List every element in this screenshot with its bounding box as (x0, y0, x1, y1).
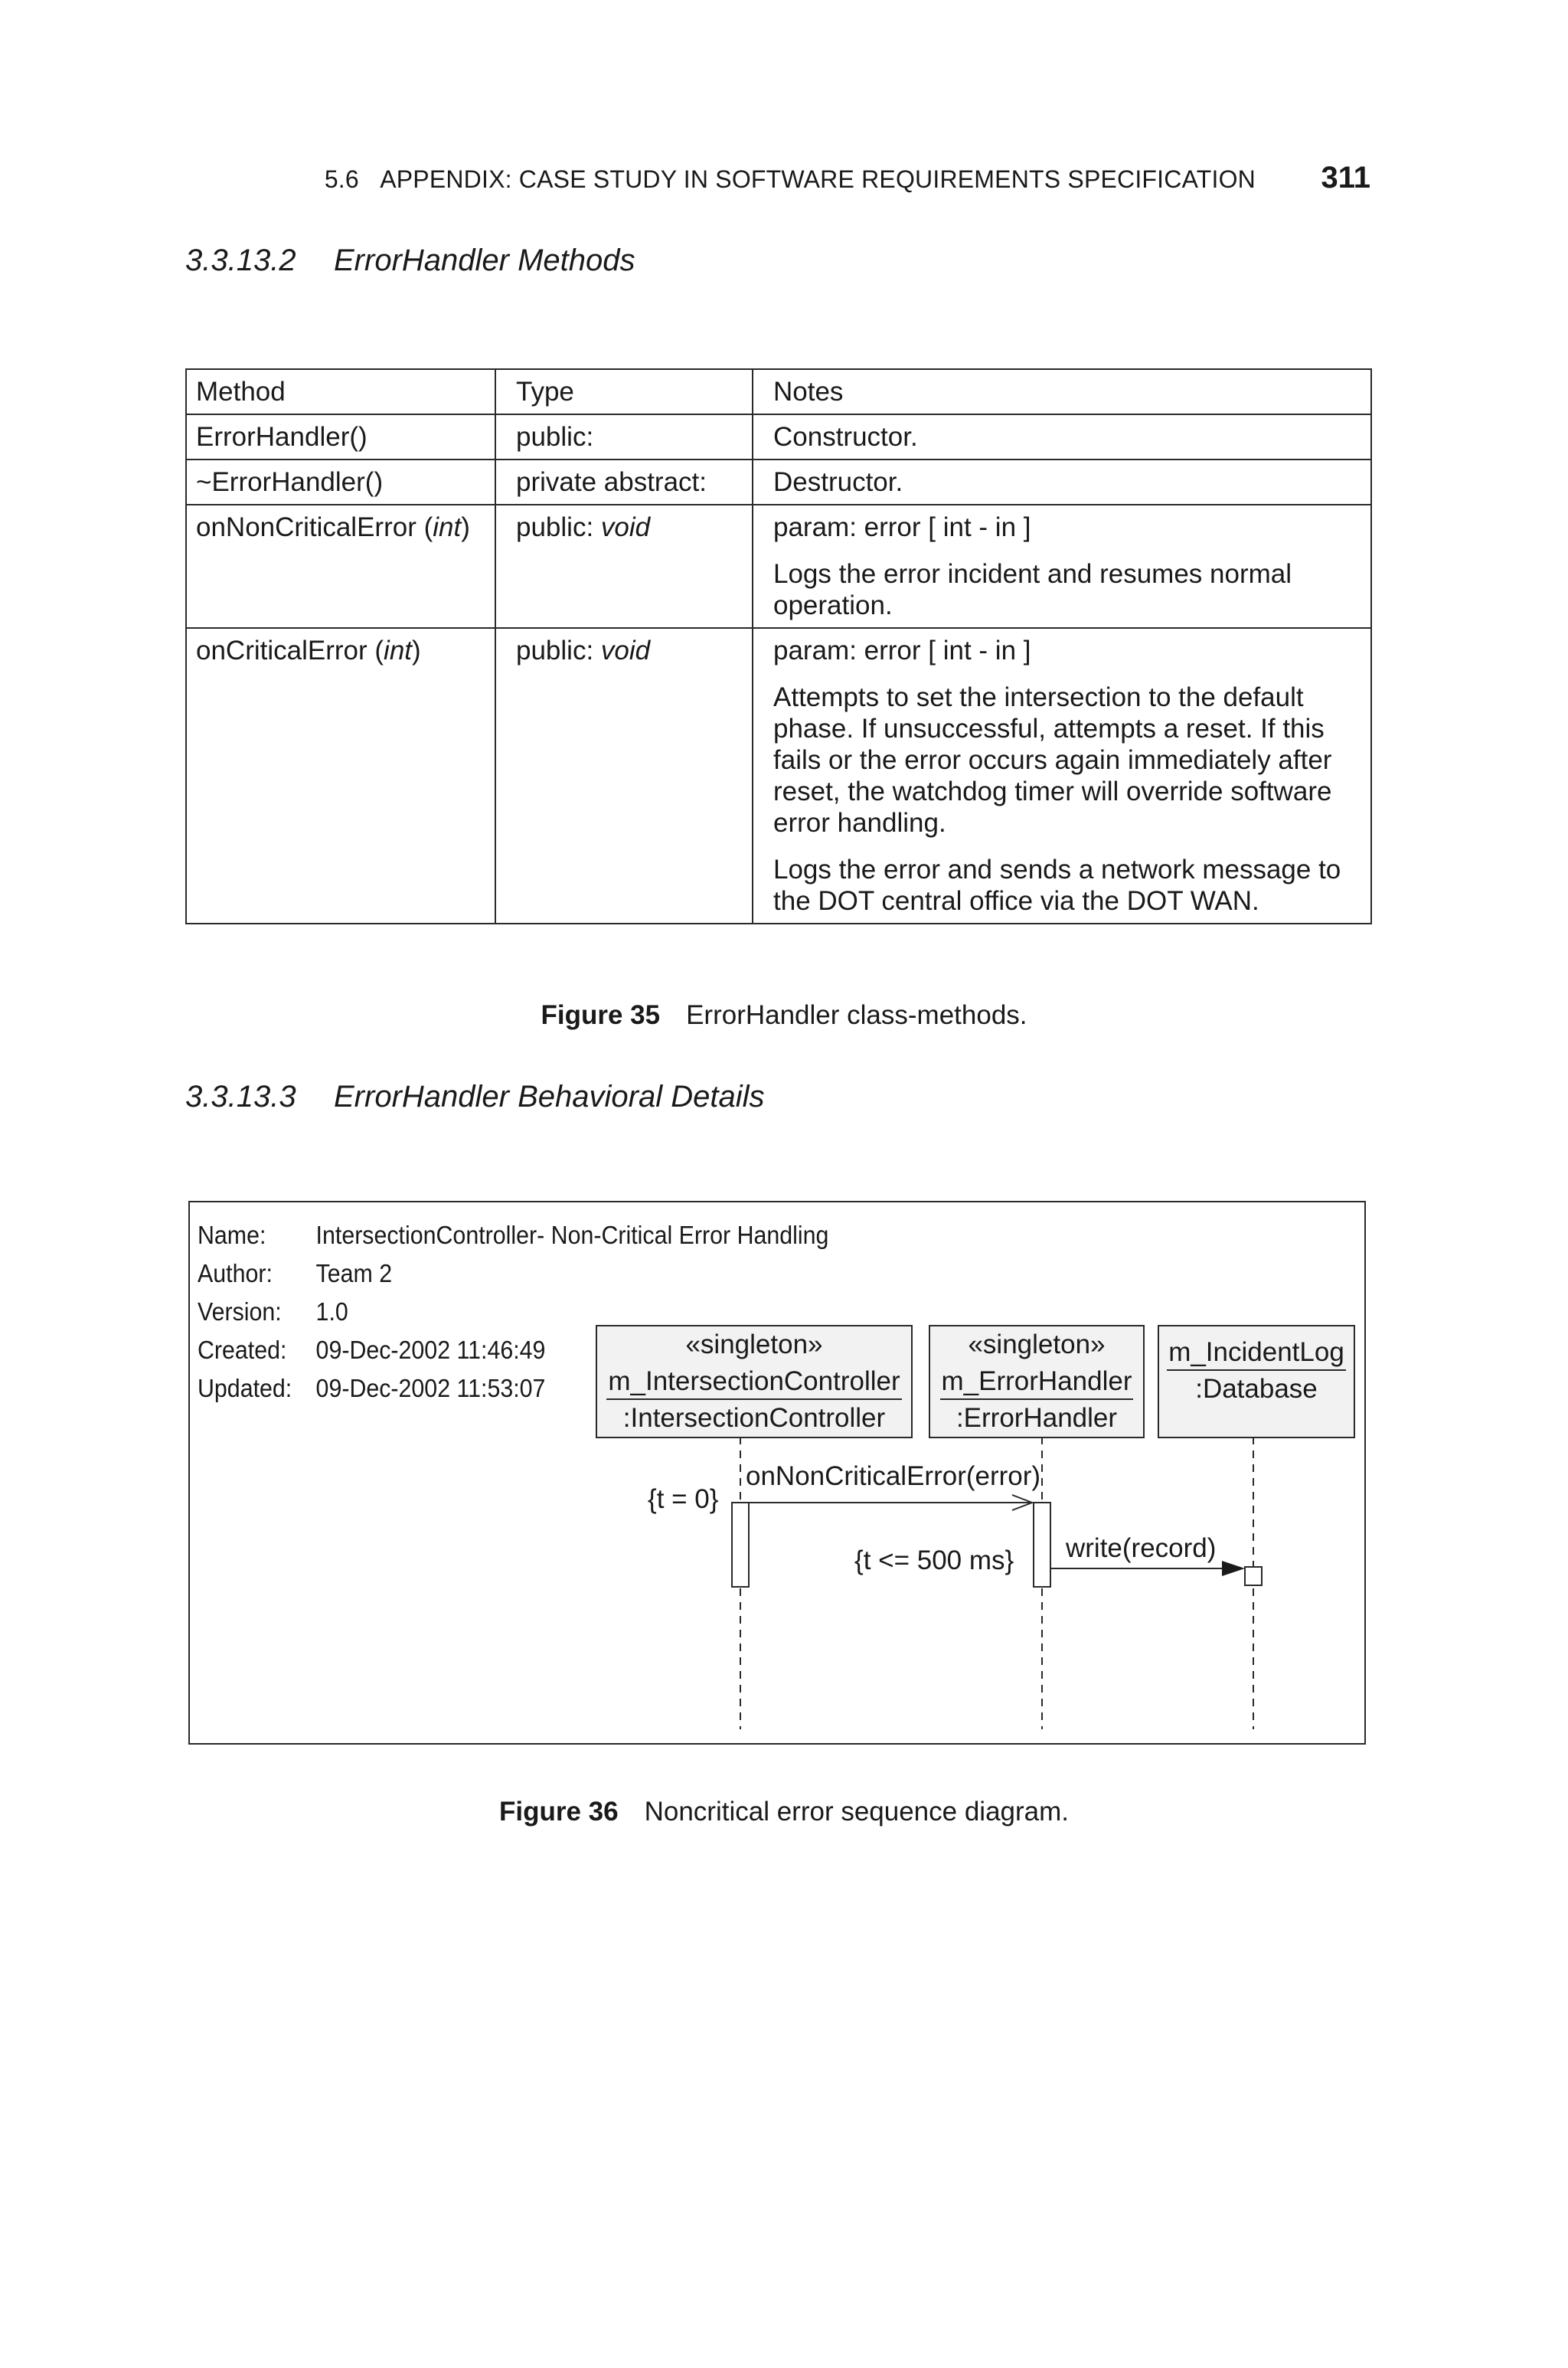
notes-cell: param: error [ int - in ] Logs the error incident and resumes normal operation. (753, 505, 1371, 628)
type-cell: public: void (495, 505, 753, 628)
meta-version: Version: 1.0 (198, 1297, 348, 1326)
meta-author: Author: Team 2 (198, 1259, 393, 1287)
header-notes: Notes (753, 369, 1371, 414)
section-heading-methods: 3.3.13.2 ErrorHandler Methods (185, 244, 635, 277)
type-cell: private abstract: (495, 460, 753, 505)
method-cell: onNonCriticalError (int) (186, 505, 495, 628)
filled-arrowhead-icon (1222, 1561, 1245, 1576)
message-label-on-noncritical-error: onNonCriticalError(error) (746, 1461, 1041, 1491)
header-method: Method (186, 369, 495, 414)
meta-name: Name: IntersectionController- Non-Critical Error Handling (198, 1221, 829, 1249)
message-label-write-record: write(record) (1066, 1533, 1217, 1563)
method-cell: ~ErrorHandler() (186, 460, 495, 505)
lifeline-box-intersection-controller: «singleton» m_IntersectionController :IntersectionController (596, 1325, 913, 1438)
activation-error-handler (1034, 1503, 1050, 1587)
section-heading-behavior: 3.3.13.3 ErrorHandler Behavioral Details (185, 1080, 765, 1114)
page-number: 311 (1321, 161, 1370, 195)
lifeline-box-error-handler: «singleton» m_ErrorHandler :ErrorHandler (929, 1325, 1145, 1438)
figure-36-caption: Figure 36 Noncritical error sequence diagram. (498, 1797, 1070, 1827)
type-cell: public: void (495, 628, 753, 924)
notes-cell: param: error [ int - in ] Attempts to set the intersection to the default phase. If unsuccessful, attempts a reset. If this fails or the error occurs again immediately after reset, the watchdog timer will override software error handling. Logs the error and sends a network message to the DOT central office via the DOT WAN. (753, 628, 1371, 924)
notes-cell: Constructor. (753, 414, 1371, 460)
meta-updated: Updated: 09-Dec-2002 11:53:07 (198, 1374, 546, 1402)
activation-intersection-controller (732, 1503, 749, 1587)
constraint-t-500ms: {t <= 500 ms} (854, 1545, 1014, 1575)
figure-35-caption: Figure 35 ErrorHandler class-methods. (541, 1000, 1027, 1030)
constraint-t-zero: {t = 0} (648, 1484, 719, 1514)
lifeline-box-incident-log: m_IncidentLog :Database (1158, 1325, 1355, 1438)
method-cell: ErrorHandler() (186, 414, 495, 460)
notes-cell: Destructor. (753, 460, 1371, 505)
activation-incident-log (1245, 1567, 1262, 1585)
meta-created: Created: 09-Dec-2002 11:46:49 (198, 1336, 546, 1364)
type-cell: public: (495, 414, 753, 460)
running-head-title: 5.6 APPENDIX: CASE STUDY IN SOFTWARE REQUIREMENTS SPECIFICATION (324, 165, 1256, 193)
header-type: Type (495, 369, 753, 414)
method-cell: onCriticalError (int) (186, 628, 495, 924)
